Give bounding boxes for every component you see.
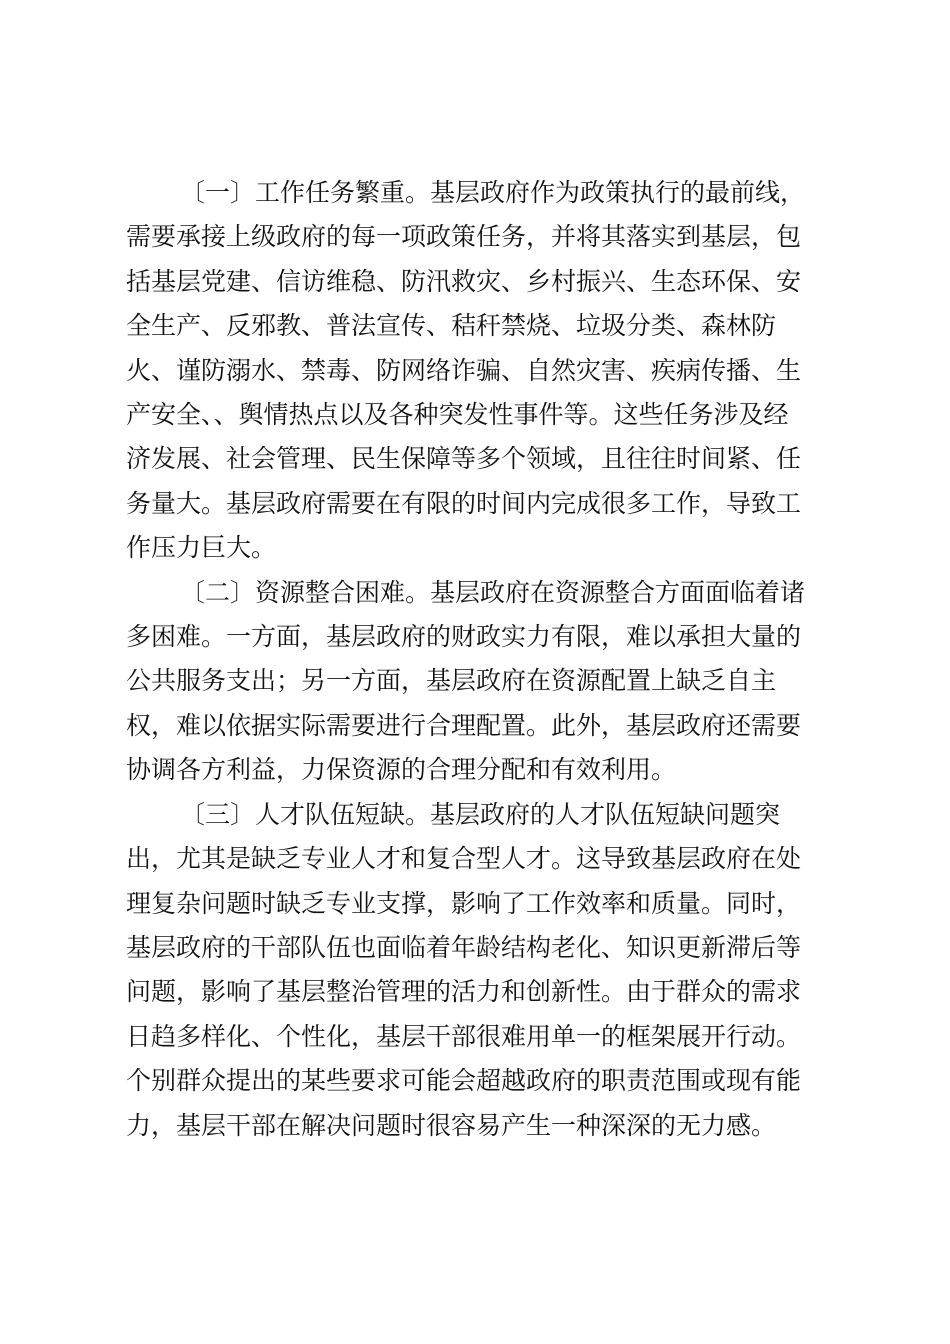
text-line: 〔一〕工作任务繁重。基层政府作为政策执行的最前线， (180, 178, 806, 207)
text-line: 济发展、社会管理、民生保障等多个领域，且往往时间紧、任 (126, 444, 802, 474)
text-line: 个别群众提出的某些要求可能会超越政府的职责范围或现有能 (126, 1066, 802, 1096)
text-line: 需要承接上级政府的每一项政策任务，并将其落实到基层，包 (126, 222, 802, 252)
text-line: 问题，影响了基层整治管理的活力和创新性。由于群众的需求 (126, 977, 802, 1007)
text-line: 协调各方利益，力保资源的合理分配和有效利用。 (126, 755, 677, 785)
text-line: 括基层党建、信访维稳、防汛救灾、乡村振兴、生态环保、安 (126, 266, 802, 296)
paragraph-resources (126, 571, 818, 793)
text-line: 〔三〕人才队伍短缺。基层政府的人才队伍短缺问题突 (180, 799, 781, 829)
document-body (126, 171, 818, 1148)
text-line: 务量大。基层政府需要在有限的时间内完成很多工作，导致工 (126, 488, 802, 518)
text-line: 〔二〕资源整合困难。基层政府在资源整合方面面临着诸 (180, 577, 806, 607)
text-line: 出，尤其是缺乏专业人才和复合型人才。这导致基层政府在处 (126, 844, 802, 874)
paragraph-talent (126, 793, 818, 1148)
text-line: 作压力巨大。 (126, 533, 277, 563)
text-line: 公共服务支出；另一方面，基层政府在资源配置上缺乏自主 (126, 666, 777, 696)
text-line: 力，基层干部在解决问题时很容易产生一种深深的无力感。 (126, 1110, 777, 1140)
text-line: 理复杂问题时缺乏专业支撑，影响了工作效率和质量。同时， (126, 888, 802, 918)
text-line: 产安全、、舆情热点以及各种突发性事件等。这些任务涉及经 (126, 400, 789, 430)
paragraph-workload (126, 171, 818, 571)
text-line: 全生产、反邪教、普法宣传、秸秆禁烧、垃圾分类、森林防 (126, 311, 777, 341)
text-line: 权，难以依据实际需要进行合理配置。此外，基层政府还需要 (126, 710, 802, 740)
text-line: 火、谨防溺水、禁毒、防网络诈骗、自然灾害、疾病传播、生 (126, 355, 802, 385)
text-line: 多困难。一方面，基层政府的财政实力有限，难以承担大量的 (126, 622, 802, 652)
text-line: 日趋多样化、个性化，基层干部很难用单一的框架展开行动。 (126, 1021, 802, 1051)
text-line: 基层政府的干部队伍也面临着年龄结构老化、知识更新滞后等 (126, 932, 802, 962)
